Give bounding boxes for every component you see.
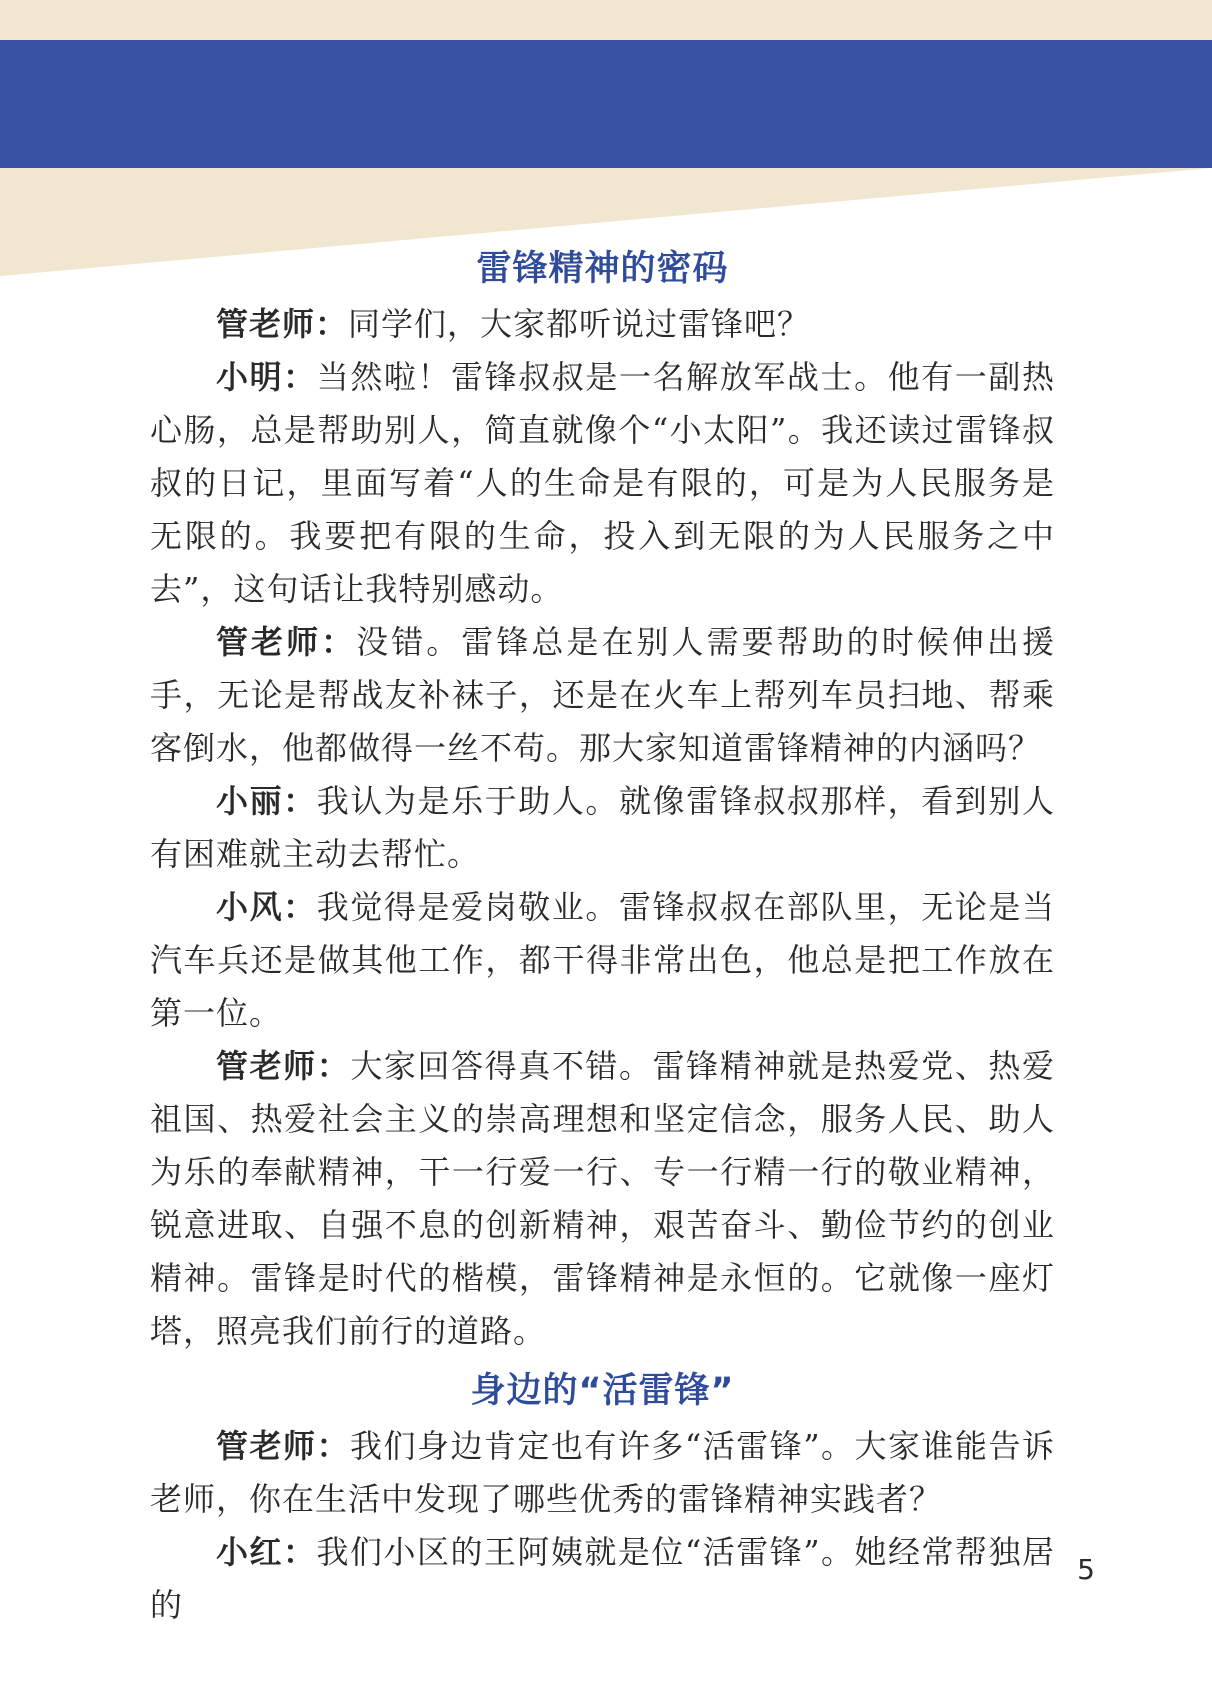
dialogue-paragraph <box>150 1420 1055 1526</box>
speaker-name: 小丽： <box>216 782 317 820</box>
speaker-name: 小红： <box>216 1533 317 1571</box>
speaker-name: 小风： <box>216 888 317 926</box>
dialogue-text: 我认为是乐于助人。就像雷锋叔叔那样，看到别人有困难就主动去帮忙。 <box>150 782 1055 873</box>
dialogue-text: 大家回答得真不错。雷锋精神就是热爱党、热爱祖国、热爱社会主义的崇高理想和坚定信念，服务人民、助人为乐的奉献精神，干一行爱一行、专一行精一行的敬业精神，锐意进取、自强不息的创新精神，艰苦奋斗、勤俭节约的创业精神。雷锋是时代的楷模，雷锋精神是永恒的。它就像一座灯塔，照亮我们前行的道路。 <box>150 1047 1055 1350</box>
blue-header-band <box>0 40 1212 168</box>
dialogue-text: 我觉得是爱岗敬业。雷锋叔叔在部队里，无论是当汽车兵还是做其他工作，都干得非常出色，他总是把工作放在第一位。 <box>150 888 1055 1032</box>
dialogue-paragraph <box>150 1040 1055 1358</box>
dialogue-paragraph <box>150 351 1055 616</box>
dialogue-text: 没错。雷锋总是在别人需要帮助的时候伸出援手，无论是帮战友补袜子，还是在火车上帮列车员扫地、帮乘客倒水，他都做得一丝不苟。那大家知道雷锋精神的内涵吗？ <box>150 623 1055 767</box>
speaker-name: 管老师： <box>216 305 349 343</box>
dialogue-text: 当然啦！雷锋叔叔是一名解放军战士。他有一副热心肠，总是帮助别人，简直就像个“小太阳”。我还读过雷锋叔叔的日记，里面写着“人的生命是有限的，可是为人民服务是无限的。我要把有限的生命，投入到无限的为人民服务之中去”，这句话让我特别感动。 <box>150 358 1055 608</box>
dialogue-paragraph <box>150 616 1055 775</box>
speaker-name: 小明： <box>216 358 317 396</box>
dialogue-text: 我们小区的王阿姨就是位“活雷锋”。她经常帮独居的 <box>150 1533 1055 1624</box>
speaker-name: 管老师： <box>216 1047 351 1085</box>
section-title: 雷锋精神的密码 <box>476 249 729 289</box>
dialogue-paragraph <box>150 298 1055 351</box>
speaker-name: 管老师： <box>216 1427 350 1465</box>
dialogue-paragraph <box>150 775 1055 881</box>
dialogue-paragraph <box>150 881 1055 1040</box>
dialogue-text: 我们身边肯定也有许多“活雷锋”。大家谁能告诉老师，你在生活中发现了哪些优秀的雷锋精神实践者？ <box>150 1427 1055 1518</box>
section-title: 身边的“活雷锋” <box>470 1371 735 1411</box>
dialogue-text: 同学们，大家都听说过雷锋吧？ <box>348 305 811 343</box>
page-content <box>150 240 1055 1632</box>
dialogue-paragraph <box>150 1526 1055 1632</box>
speaker-name: 管老师： <box>216 623 357 661</box>
page-number: 5 <box>1077 1553 1095 1586</box>
